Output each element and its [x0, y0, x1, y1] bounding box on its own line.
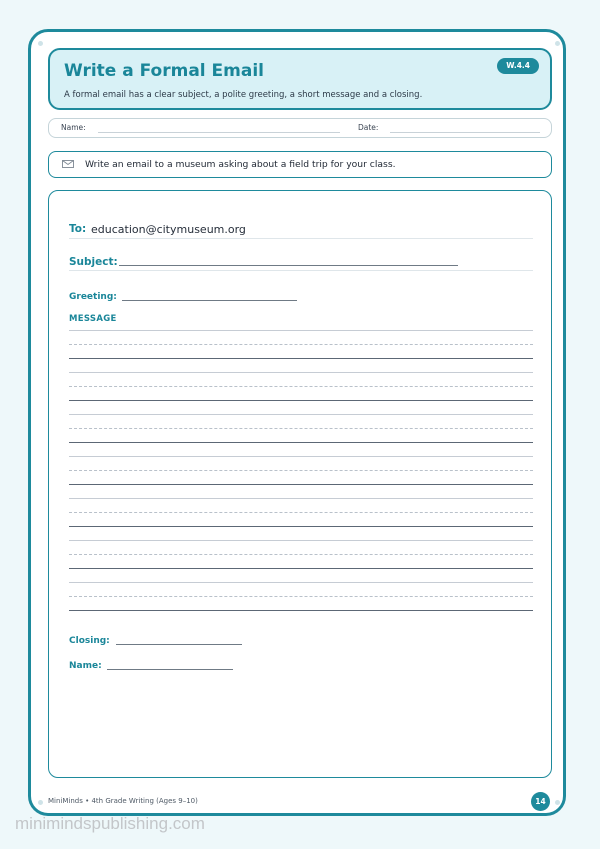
- writing-baseline: [69, 526, 533, 527]
- signature-name-label: Name:: [69, 661, 102, 671]
- watermark-text: minimindspublishing.com: [15, 814, 205, 833]
- page-number: 14: [531, 792, 550, 811]
- writing-top-line: [69, 498, 533, 499]
- date-label: Date:: [358, 123, 379, 132]
- writing-midline: [69, 386, 533, 387]
- name-write-line[interactable]: [98, 132, 340, 133]
- writing-top-line: [69, 582, 533, 583]
- writing-baseline: [69, 568, 533, 569]
- writing-midline: [69, 554, 533, 555]
- prompt-text: Write an email to a museum asking about a field trip for your class.: [85, 159, 396, 170]
- greeting-write-line[interactable]: [122, 300, 297, 301]
- writing-top-line: [69, 330, 533, 331]
- to-address: education@citymuseum.org: [91, 223, 246, 236]
- writing-baseline: [69, 610, 533, 611]
- writing-baseline: [69, 442, 533, 443]
- writing-midline: [69, 512, 533, 513]
- subject-label: Subject:: [69, 256, 118, 268]
- page-title: Write a Formal Email: [64, 61, 264, 81]
- writing-midline: [69, 344, 533, 345]
- corner-dot: [38, 800, 43, 805]
- name-label: Name:: [61, 123, 86, 132]
- standard-badge: W.4.4: [497, 58, 539, 74]
- writing-top-line: [69, 456, 533, 457]
- writing-top-line: [69, 372, 533, 373]
- writing-midline: [69, 428, 533, 429]
- footer-publisher: MiniMinds • 4th Grade Writing (Ages 9–10): [48, 797, 198, 805]
- closing-write-line[interactable]: [116, 644, 242, 645]
- to-label: To:: [69, 223, 87, 235]
- date-write-line[interactable]: [390, 132, 540, 133]
- to-underline: [69, 238, 533, 239]
- writing-top-line: [69, 540, 533, 541]
- student-info-row: [48, 118, 552, 138]
- writing-top-line: [69, 414, 533, 415]
- worksheet-header: [48, 48, 552, 110]
- greeting-label: Greeting:: [69, 292, 117, 302]
- subject-underline: [69, 270, 533, 271]
- writing-baseline: [69, 400, 533, 401]
- corner-dot: [555, 800, 560, 805]
- writing-baseline: [69, 358, 533, 359]
- writing-midline: [69, 596, 533, 597]
- corner-dot: [38, 41, 43, 46]
- closing-label: Closing:: [69, 636, 110, 646]
- writing-baseline: [69, 484, 533, 485]
- page-subtitle: A formal email has a clear subject, a polite greeting, a short message and a closing.: [64, 90, 423, 100]
- writing-midline: [69, 470, 533, 471]
- corner-dot: [555, 41, 560, 46]
- signature-name-write-line[interactable]: [107, 669, 233, 670]
- message-label: MESSAGE: [69, 314, 117, 324]
- envelope-icon: [62, 160, 74, 168]
- writing-prompt: [48, 151, 552, 178]
- subject-write-line[interactable]: [119, 265, 458, 266]
